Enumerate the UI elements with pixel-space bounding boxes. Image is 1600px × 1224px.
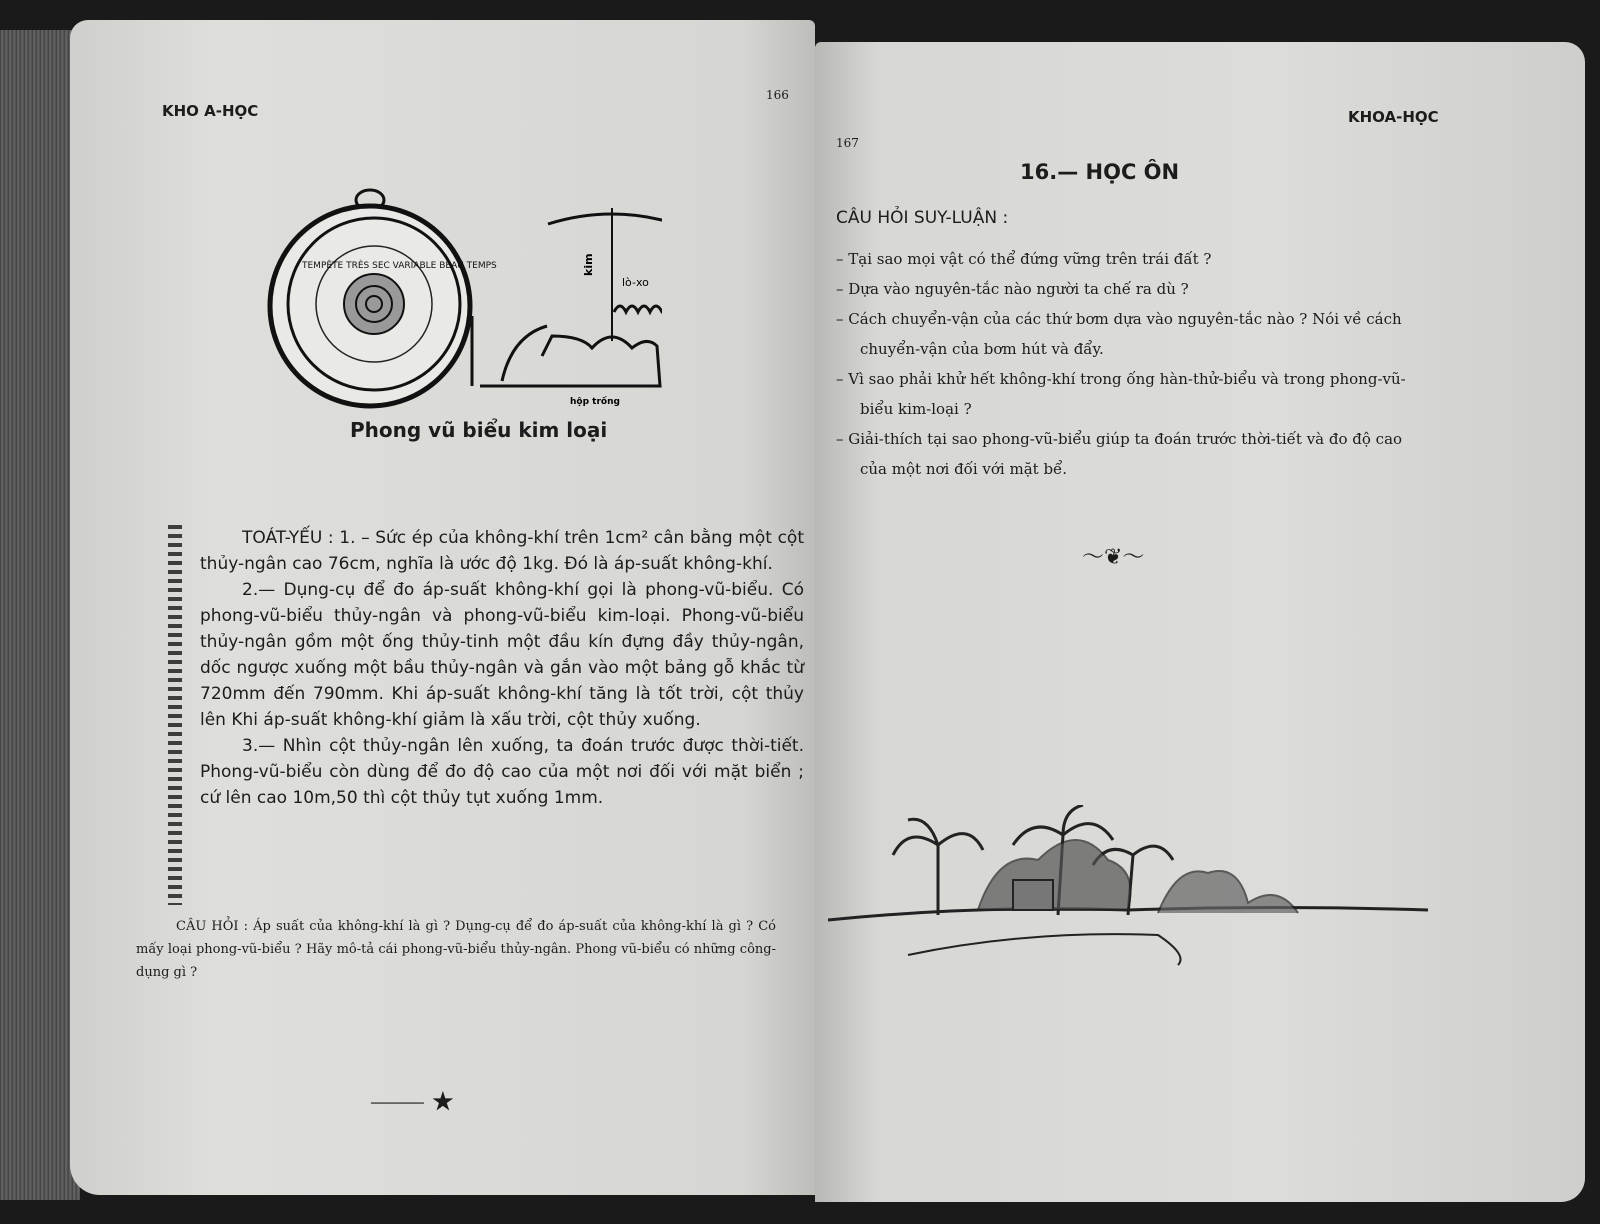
question-item: – Cách chuyển-vận của các thứ bơm dựa vào nguyên-tắc nào ? Nói về cách chuyển-vận của bơm hút và đẩy. <box>836 310 1402 358</box>
reasoning-questions <box>836 244 1426 484</box>
summary-box <box>168 525 804 905</box>
left-page-number: 166 <box>766 88 789 102</box>
book-page-edges <box>0 30 80 1200</box>
palm-tree <box>893 819 983 915</box>
question-item: – Vì sao phải khử hết không-khí trong ống hàn-thử-biểu và trong phong-vũ-biểu kim-loại ? <box>836 370 1406 418</box>
decorative-border <box>168 525 182 905</box>
hut <box>1013 880 1053 910</box>
label-hop-trong: hộp trống <box>570 397 620 407</box>
question-item: – Tại sao mọi vật có thể đứng vững trên trái đất ? <box>836 250 1212 268</box>
left-header: KHO A-HỌC <box>162 102 259 120</box>
review-questions: CÂU HỎI : Áp suất của không-khí là gì ? Dụng-cụ để đo áp-suất của không-khí là gì ? Có mấy loại phong-vũ-biểu ? Hãy mô-tả cái phong-vũ-biểu thủy-ngân. Phong vũ-biểu có những công-dụng gì ? <box>136 919 776 980</box>
star-ornament: ⸻ ★ <box>370 1090 454 1115</box>
label-kim: kim <box>582 253 595 276</box>
barometer-dial-text: TEMPÊTE TRÈS SEC VARIABLE BEAU TEMPS <box>302 261 497 271</box>
question-item: – Dựa vào nguyên-tắc nào người ta chế ra dù ? <box>836 280 1189 298</box>
summary-paragraph-2: 2.— Dụng-cụ để đo áp-suất không-khí gọi là phong-vũ-biểu. Có phong-vũ-biểu thủy-ngân và phong-vũ-biểu kim-loại. Phong-vũ-biểu thủy-ngân gồm một ống thủy-tinh một đầu kín đựng đầy thủy-ngân, dốc ngược xuống một bầu thủy-ngân và gắn vào một bảng gỗ khắc từ 720mm đến 790mm. Khi áp-suất không-khí tăng là tốt trời, cột thủy lên Khi áp-suất không-khí giảm là xấu trời, cột thủy xuống. <box>200 580 804 730</box>
landscape-sketch <box>828 805 1448 985</box>
lesson-title: 16.— HỌC ÔN <box>1020 160 1180 184</box>
right-header: KHOA-HỌC <box>1348 108 1439 126</box>
figure-caption: Phong vũ biểu kim loại <box>350 418 608 442</box>
right-page-number: 167 <box>836 136 859 150</box>
summary-paragraph-3: 3.— Nhìn cột thủy-ngân lên xuống, ta đoán trước được thời-tiết. Phong-vũ-biểu còn dùng để đo độ cao của một nơi đối với mặt biển ; cứ lên cao 10m,50 thì cột thủy tụt xuống 1mm. <box>200 736 804 808</box>
question-item: – Giải-thích tại sao phong-vũ-biểu giúp ta đoán trước thời-tiết và đo độ cao của một nơi đối với mặt bể. <box>836 430 1403 478</box>
summary-paragraph-1: TOÁT-YẾU : 1. – Sức ép của không-khí trên 1cm² cân bằng một cột thủy-ngân cao 76cm, nghĩa là ước độ 1kg. Đó là áp-suất không-khí. <box>200 528 804 574</box>
path-line <box>908 934 1181 965</box>
gauge-scale <box>548 214 662 224</box>
divider-ornament: ～❦～ <box>1082 545 1145 570</box>
label-lo-xo: lò-xo <box>622 276 649 289</box>
bush-cluster <box>1158 871 1298 913</box>
barometer-center <box>344 274 404 334</box>
spring <box>614 306 662 312</box>
questions-subtitle: CÂU HỎI SUY-LUẬN : <box>836 208 1009 228</box>
barometer-illustration <box>262 186 662 411</box>
